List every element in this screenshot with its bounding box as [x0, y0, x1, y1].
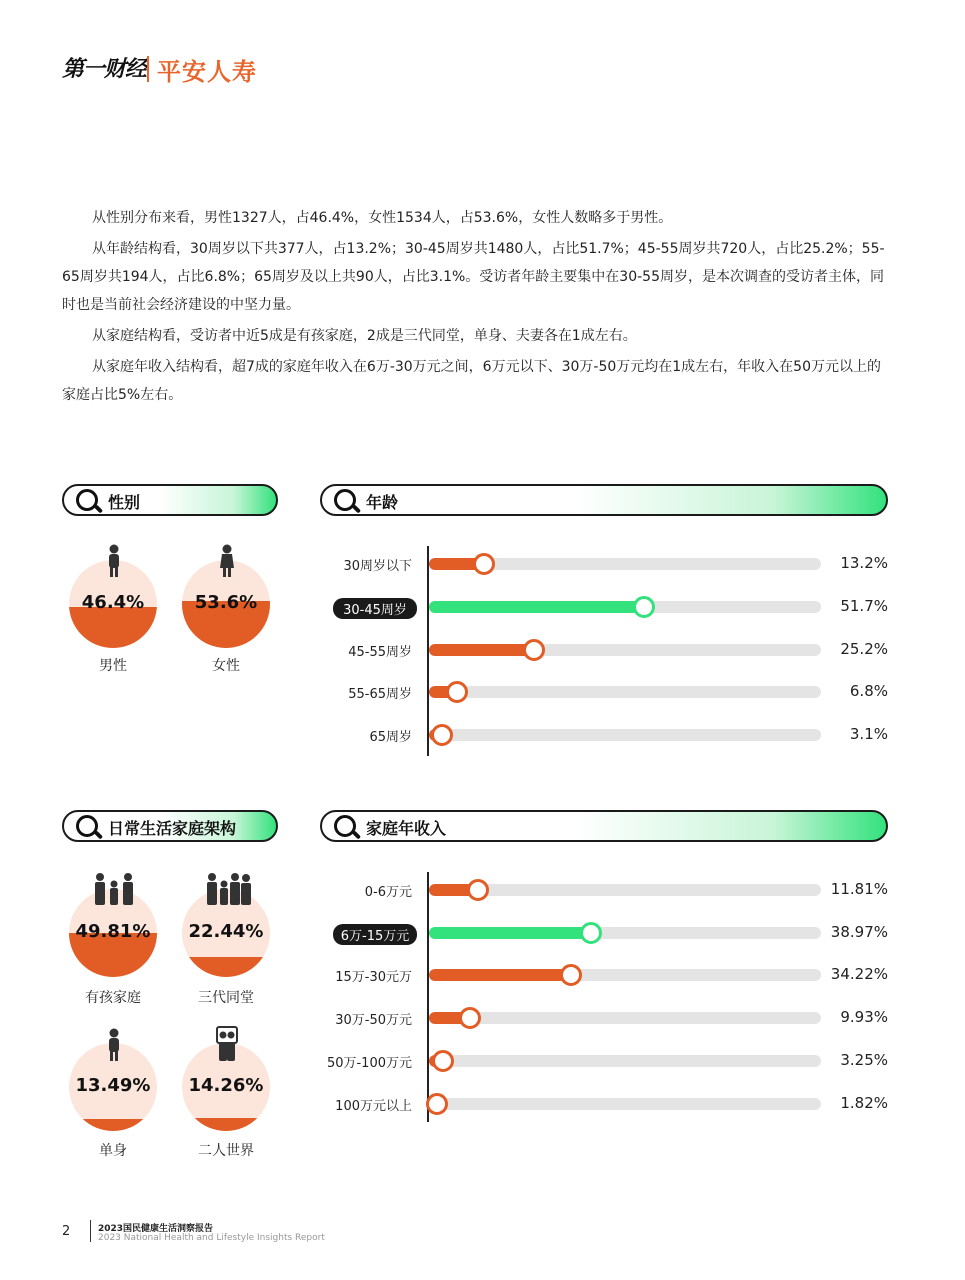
- female-person-icon: [219, 544, 235, 578]
- income-bar-knob: [580, 922, 602, 944]
- age-row-value: 25.2%: [840, 639, 888, 658]
- age-row-value: 6.8%: [849, 682, 888, 701]
- income-row-label: 6万-15万元: [333, 924, 417, 945]
- income-bar-knob: [426, 1093, 448, 1115]
- age-row-value: 13.2%: [840, 554, 888, 572]
- footer-title-cn: 2023国民健康生活洞察报告: [98, 1224, 214, 1234]
- intro-text: [62, 204, 892, 412]
- intro-paragraph: 从性别分布来看，男性1327人，占46.4%，女性1534人，占53.6%，女性人数略多于男性。: [92, 210, 673, 226]
- pingan-logo: 平安人寿: [157, 58, 257, 86]
- income-bar-track: [429, 1055, 821, 1067]
- income-row-value: 11.81%: [830, 880, 888, 898]
- family-with-kids-icon: [92, 872, 136, 906]
- income-bar-track: [429, 1098, 821, 1110]
- income-bar-track: [429, 1012, 821, 1024]
- family-section-header: [62, 810, 278, 842]
- family-three-gen-label: 三代同堂: [198, 990, 254, 1006]
- intro-paragraph: 从年龄结构看，30周岁以下共377人，占13.2%；30-45周岁共1480人，占比51.7%；45-55周岁共720人，占比25.2%；55-65周岁共194人，占比6.8%；65周岁及以上共90人，占比3.1%。受访者年龄主要集中在30-55周岁，是本次调查的受访者主体，同时也是当前社会经济建设的中坚力量。: [62, 241, 885, 313]
- gender-male-label: 男性: [99, 658, 127, 674]
- family-three-gen-value: 22.44%: [188, 921, 264, 942]
- yicai-logo: 第一财经: [62, 57, 147, 82]
- gender-male-fill: [69, 607, 157, 648]
- magnifier-icon: [334, 489, 356, 511]
- gender-title: 性别: [108, 493, 141, 512]
- income-bar: [429, 969, 571, 981]
- age-bar-knob: [446, 681, 468, 703]
- income-row-label: 15万-30元万: [335, 970, 412, 986]
- income-bar-knob: [467, 879, 489, 901]
- age-bar-track: [429, 729, 821, 741]
- age-row-value: 51.7%: [840, 596, 888, 615]
- income-row-label: 0-6万元: [364, 885, 412, 900]
- age-row-label: 65周岁: [369, 730, 412, 746]
- income-section-header: [320, 810, 888, 842]
- footer-title-en: 2023 National Health and Lifestyle Insights Report: [98, 1233, 325, 1243]
- family-single-value: 13.49%: [75, 1075, 151, 1096]
- age-title: 年龄: [366, 493, 399, 512]
- three-generations-icon: [205, 872, 253, 906]
- family-single-fill: [69, 1119, 157, 1131]
- income-axis: [427, 872, 429, 1122]
- family-three-gen-fill: [182, 957, 270, 977]
- footer-divider: [90, 1220, 91, 1242]
- male-person-icon: [106, 544, 122, 578]
- intro-paragraph: 从家庭结构看，受访者中近5成是有孩家庭，2成是三代同堂，单身、夫妻各在1成左右。: [92, 328, 637, 344]
- couple-icon: [215, 1026, 239, 1062]
- age-bar-track: [429, 686, 821, 698]
- family-title: 日常生活家庭架构: [108, 819, 237, 838]
- gender-male-value: 46.4%: [81, 592, 145, 613]
- family-single-label: 单身: [99, 1143, 127, 1159]
- magnifier-icon: [76, 489, 98, 511]
- age-bar-knob: [431, 724, 453, 746]
- single-person-icon: [106, 1028, 122, 1062]
- family-kids-label: 有孩家庭: [85, 990, 141, 1006]
- page-number: 2: [62, 1224, 71, 1239]
- age-row-label: 45-55周岁: [348, 644, 412, 660]
- age-row-label: 30周岁以下: [343, 559, 412, 574]
- family-couple-value: 14.26%: [188, 1075, 264, 1096]
- gender-female-value: 53.6%: [194, 592, 258, 613]
- income-bar-knob: [459, 1007, 481, 1029]
- income-row-value: 38.97%: [830, 922, 888, 941]
- income-row-label: 50万-100万元: [326, 1055, 412, 1071]
- magnifier-icon: [76, 815, 98, 837]
- age-row-label: 55-65周岁: [348, 687, 412, 703]
- age-bar: [429, 601, 644, 613]
- income-row-label: 30万-50万元: [335, 1013, 412, 1029]
- age-row-label: 30-45周岁: [333, 598, 417, 619]
- age-bar-knob: [633, 596, 655, 618]
- gender-section-header: [62, 484, 278, 516]
- income-bar-knob: [560, 964, 582, 986]
- income-title: 家庭年收入: [366, 819, 447, 838]
- income-bar-knob: [432, 1050, 454, 1072]
- family-couple-fill: [182, 1118, 270, 1131]
- income-row-value: 1.82%: [840, 1093, 888, 1112]
- logo-divider: [147, 56, 149, 82]
- family-kids-value: 49.81%: [75, 921, 151, 942]
- age-row-value: 3.1%: [849, 725, 888, 744]
- income-row-value: 9.93%: [840, 1008, 888, 1027]
- gender-female-label: 女性: [212, 658, 240, 674]
- income-row-label: 100万元以上: [335, 1098, 412, 1114]
- intro-paragraph: 从家庭年收入结构看，超7成的家庭年收入在6万-30万元之间，6万元以下、30万-50万元均在1成左右，年收入在50万元以上的家庭占比5%左右。: [62, 359, 881, 403]
- income-row-value: 3.25%: [840, 1050, 888, 1069]
- income-row-value: 34.22%: [830, 965, 888, 984]
- age-bar-knob: [473, 553, 495, 575]
- age-bar-knob: [523, 639, 545, 661]
- age-section-header: [320, 484, 888, 516]
- age-bar: [429, 644, 534, 656]
- family-couple-label: 二人世界: [198, 1143, 254, 1159]
- income-bar: [429, 927, 591, 939]
- magnifier-icon: [334, 815, 356, 837]
